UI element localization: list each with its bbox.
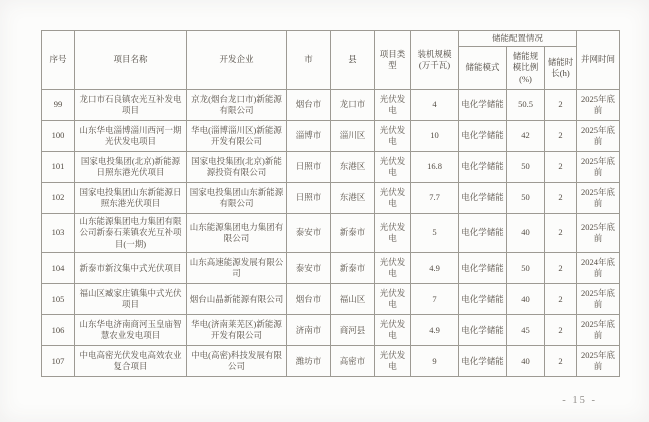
header-grid-time: 并网时间 [577, 31, 620, 90]
cell-seq: 100 [42, 121, 75, 152]
cell-capacity: 7 [411, 284, 459, 315]
cell-storage-duration: 2 [545, 152, 577, 183]
cell-developer: 国家电投集团(北京)新能源投资有限公司 [187, 152, 287, 183]
cell-grid-time: 2025年底前 [577, 214, 620, 253]
cell-project-type: 光伏发电 [375, 121, 411, 152]
cell-city: 泰安市 [287, 214, 331, 253]
cell-city: 日照市 [287, 183, 331, 214]
cell-county: 高密市 [331, 346, 375, 377]
cell-city: 烟台市 [287, 284, 331, 315]
cell-storage-mode: 电化学储能 [459, 214, 507, 253]
cell-grid-time: 2025年底前 [577, 121, 620, 152]
cell-project-type: 光伏发电 [375, 152, 411, 183]
table-row [42, 253, 620, 284]
cell-storage-duration: 2 [545, 214, 577, 253]
table-header [42, 31, 620, 90]
cell-project-type: 光伏发电 [375, 90, 411, 121]
cell-project-type: 光伏发电 [375, 346, 411, 377]
cell-city: 日照市 [287, 152, 331, 183]
cell-project-name: 龙口市石良镇农光互补发电项目 [75, 90, 187, 121]
cell-project-type: 光伏发电 [375, 315, 411, 346]
cell-developer: 山东能源集团电力集团有限公司 [187, 214, 287, 253]
cell-project-type: 光伏发电 [375, 253, 411, 284]
table-row [42, 214, 620, 253]
cell-capacity: 4 [411, 90, 459, 121]
cell-storage-mode: 电化学储能 [459, 253, 507, 284]
header-city: 市 [287, 31, 331, 90]
cell-project-name: 国家电投集团(北京)新能源日照东港光伏项目 [75, 152, 187, 183]
cell-project-type: 光伏发电 [375, 183, 411, 214]
cell-capacity: 4.9 [411, 315, 459, 346]
cell-capacity: 9 [411, 346, 459, 377]
cell-developer: 烟台山晶新能源有限公司 [187, 284, 287, 315]
table-row [42, 315, 620, 346]
cell-seq: 99 [42, 90, 75, 121]
cell-county: 东港区 [331, 152, 375, 183]
cell-storage-ratio: 50 [507, 152, 545, 183]
cell-storage-mode: 电化学储能 [459, 152, 507, 183]
cell-capacity: 10 [411, 121, 459, 152]
cell-storage-duration: 2 [545, 346, 577, 377]
cell-project-name: 山东华电淄博淄川西河一期光伏发电项目 [75, 121, 187, 152]
cell-grid-time: 2025年底前 [577, 346, 620, 377]
cell-storage-mode: 电化学储能 [459, 90, 507, 121]
cell-capacity: 5 [411, 214, 459, 253]
cell-project-type: 光伏发电 [375, 214, 411, 253]
cell-county: 福山区 [331, 284, 375, 315]
table-row [42, 284, 620, 315]
cell-storage-ratio: 50 [507, 253, 545, 284]
table-row [42, 152, 620, 183]
cell-seq: 103 [42, 214, 75, 253]
cell-storage-ratio: 45 [507, 315, 545, 346]
cell-city: 泰安市 [287, 253, 331, 284]
cell-project-name: 山东能源集团电力集团有限公司新泰石莱镇农光互补项目(一期) [75, 214, 187, 253]
cell-developer: 中电(高密)科技发展有限公司 [187, 346, 287, 377]
header-storage-ratio: 储能规模比例(%) [507, 47, 545, 90]
cell-grid-time: 2025年底前 [577, 90, 620, 121]
header-storage-group: 储能配置情况 [459, 31, 577, 47]
cell-city: 潍坊市 [287, 346, 331, 377]
cell-storage-ratio: 50 [507, 183, 545, 214]
cell-developer: 华电(济南莱芜区)新能源开发有限公司 [187, 315, 287, 346]
cell-seq: 101 [42, 152, 75, 183]
header-project-name: 项目名称 [75, 31, 187, 90]
header-storage-duration: 储能时长(h) [545, 47, 577, 90]
cell-storage-duration: 2 [545, 315, 577, 346]
header-seq: 序号 [42, 31, 75, 90]
header-row-group [42, 31, 620, 47]
cell-seq: 102 [42, 183, 75, 214]
cell-project-type: 光伏发电 [375, 284, 411, 315]
cell-storage-ratio: 50.5 [507, 90, 545, 121]
cell-storage-ratio: 40 [507, 346, 545, 377]
cell-storage-mode: 电化学储能 [459, 183, 507, 214]
projects-table [41, 30, 620, 377]
table-row [42, 90, 620, 121]
cell-county: 龙口市 [331, 90, 375, 121]
cell-project-name: 国家电投集团山东新能源日照东港光伏项目 [75, 183, 187, 214]
cell-storage-mode: 电化学储能 [459, 121, 507, 152]
header-developer: 开发企业 [187, 31, 287, 90]
cell-seq: 106 [42, 315, 75, 346]
table-row [42, 121, 620, 152]
cell-project-name: 山东华电济南商河玉皇庙智慧农业发电项目 [75, 315, 187, 346]
cell-city: 济南市 [287, 315, 331, 346]
cell-project-name: 福山区臧家庄镇集中式光伏项目 [75, 284, 187, 315]
cell-seq: 107 [42, 346, 75, 377]
cell-storage-duration: 2 [545, 90, 577, 121]
cell-storage-ratio: 42 [507, 121, 545, 152]
header-county: 县 [331, 31, 375, 90]
cell-project-name: 中电高密光伏发电高效农业复合项目 [75, 346, 187, 377]
cell-grid-time: 2025年底前 [577, 284, 620, 315]
cell-developer: 国家电投集团山东新能源有限公司 [187, 183, 287, 214]
page-number: - 15 - [562, 395, 597, 406]
cell-storage-ratio: 40 [507, 214, 545, 253]
cell-storage-duration: 2 [545, 183, 577, 214]
cell-developer: 京龙(烟台龙口市)新能源有限公司 [187, 90, 287, 121]
cell-county: 新泰市 [331, 253, 375, 284]
cell-grid-time: 2025年底前 [577, 183, 620, 214]
cell-capacity: 7.7 [411, 183, 459, 214]
cell-storage-ratio: 40 [507, 284, 545, 315]
cell-county: 淄川区 [331, 121, 375, 152]
table-row [42, 183, 620, 214]
cell-storage-mode: 电化学储能 [459, 284, 507, 315]
header-project-type: 项目类型 [375, 31, 411, 90]
cell-project-name: 新泰市新汶集中式光伏项目 [75, 253, 187, 284]
cell-grid-time: 2025年底前 [577, 315, 620, 346]
cell-storage-duration: 2 [545, 253, 577, 284]
cell-seq: 104 [42, 253, 75, 284]
cell-developer: 山东高速能源发展有限公司 [187, 253, 287, 284]
cell-city: 烟台市 [287, 90, 331, 121]
cell-grid-time: 2025年底前 [577, 152, 620, 183]
header-capacity: 装机规模(万千瓦) [411, 31, 459, 90]
cell-capacity: 4.9 [411, 253, 459, 284]
cell-storage-duration: 2 [545, 284, 577, 315]
cell-grid-time: 2024年底前 [577, 253, 620, 284]
cell-storage-mode: 电化学储能 [459, 315, 507, 346]
cell-county: 新泰市 [331, 214, 375, 253]
cell-storage-duration: 2 [545, 121, 577, 152]
cell-storage-mode: 电化学储能 [459, 346, 507, 377]
cell-county: 商河县 [331, 315, 375, 346]
cell-developer: 华电(淄博淄川区)新能源开发有限公司 [187, 121, 287, 152]
cell-county: 东港区 [331, 183, 375, 214]
cell-city: 淄博市 [287, 121, 331, 152]
cell-seq: 105 [42, 284, 75, 315]
table-row [42, 346, 620, 377]
table-body [42, 90, 620, 377]
cell-capacity: 16.8 [411, 152, 459, 183]
header-storage-mode: 储能模式 [459, 47, 507, 90]
